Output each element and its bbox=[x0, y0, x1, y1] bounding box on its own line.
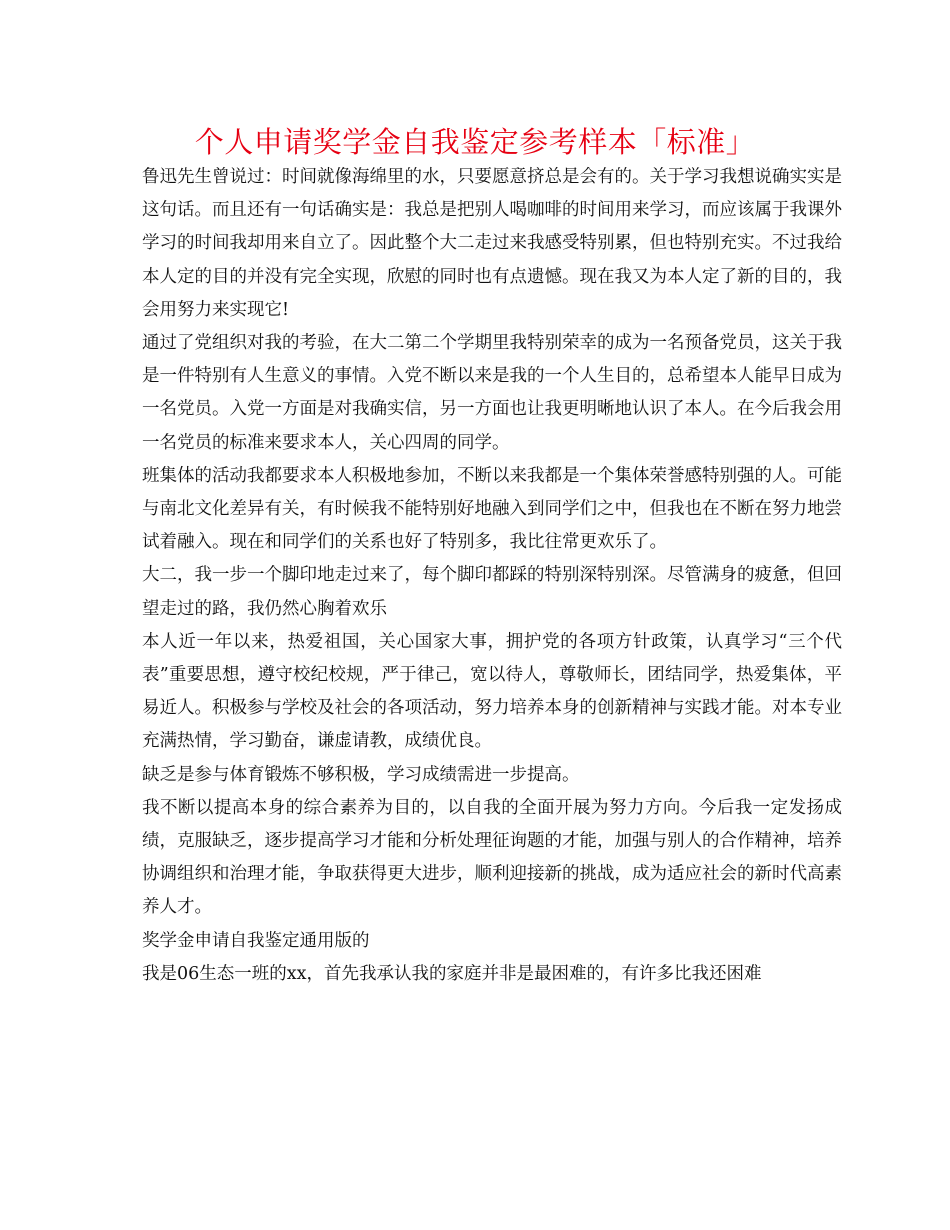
document-body bbox=[142, 161, 842, 991]
section-heading: 奖学金申请自我鉴定通用版的 bbox=[142, 930, 370, 951]
paragraph-2: 通过了党组织对我的考验，在大二第二个学期里我特别荣幸的成为一名预备党员，这关于我是一件特别有人生意义的事情。入党不断以来是我的一个人生目的，总希望本人能早日成为一名党员。入党一方面是对我确实信，另一方面也让我更明晰地认识了本人。在今后我会用一名党员的标准来要求本人，关心四周的同学。 bbox=[142, 333, 842, 453]
paragraph-6: 缺乏是参与体育锻炼不够积极，学习成绩需进一步提高。 bbox=[142, 764, 580, 785]
paragraph-1: 鲁迅先生曾说过：时间就像海绵里的水，只要愿意挤总是会有的。关于学习我想说确实实是这句话。而且还有一句话确实是：我总是把别人喝咖啡的时间用来学习，而应该属于我课外学习的时间我却用来自立了。因此整个大二走过来我感受特别累，但也特别充实。不过我给本人定的目的并没有完全实现，欣慰的同时也有点遗憾。现在我又为本人定了新的目的，我会用努力来实现它! bbox=[142, 167, 842, 320]
paragraph-8: 我是06生态一班的xx，首先我承认我的家庭并非是最困难的，有许多比我还困难 bbox=[142, 963, 762, 984]
paragraph-3: 班集体的活动我都要求本人积极地参加，不断以来我都是一个集体荣誉感特别强的人。可能与南北文化差异有关，有时候我不能特别好地融入到同学们之中，但我也在不断在努力地尝试着融入。现在和同学们的关系也好了特别多，我比往常更欢乐了。 bbox=[142, 465, 842, 553]
paragraph-4: 大二，我一步一个脚印地走过来了，每个脚印都踩的特别深特别深。尽管满身的疲惫，但回望走过的路，我仍然心胸着欢乐 bbox=[142, 565, 842, 619]
page-title: 个人申请奖学金自我鉴定参考样本「标准」 bbox=[194, 125, 756, 159]
paragraph-7: 我不断以提高本身的综合素养为目的，以自我的全面开展为努力方向。今后我一定发扬成绩，克服缺乏，逐步提高学习才能和分析处理征询题的才能，加强与别人的合作精神，培养协调组织和治理才能，争取获得更大进步，顺利迎接新的挑战，成为适应社会的新时代高素养人才。 bbox=[142, 797, 842, 918]
paragraph-5: 本人近一年以来，热爱祖国，关心国家大事，拥护党的各项方针政策，认真学习“三个代表”重要思想，遵守校纪校规，严于律己，宽以待人，尊敬师长，团结同学，热爱集体，平易近人。积极参与学校及社会的各项活动，努力培养本身的创新精神与实践才能。对本专业充满热情，学习勤奋，谦虚请教，成绩优良。 bbox=[142, 631, 842, 752]
